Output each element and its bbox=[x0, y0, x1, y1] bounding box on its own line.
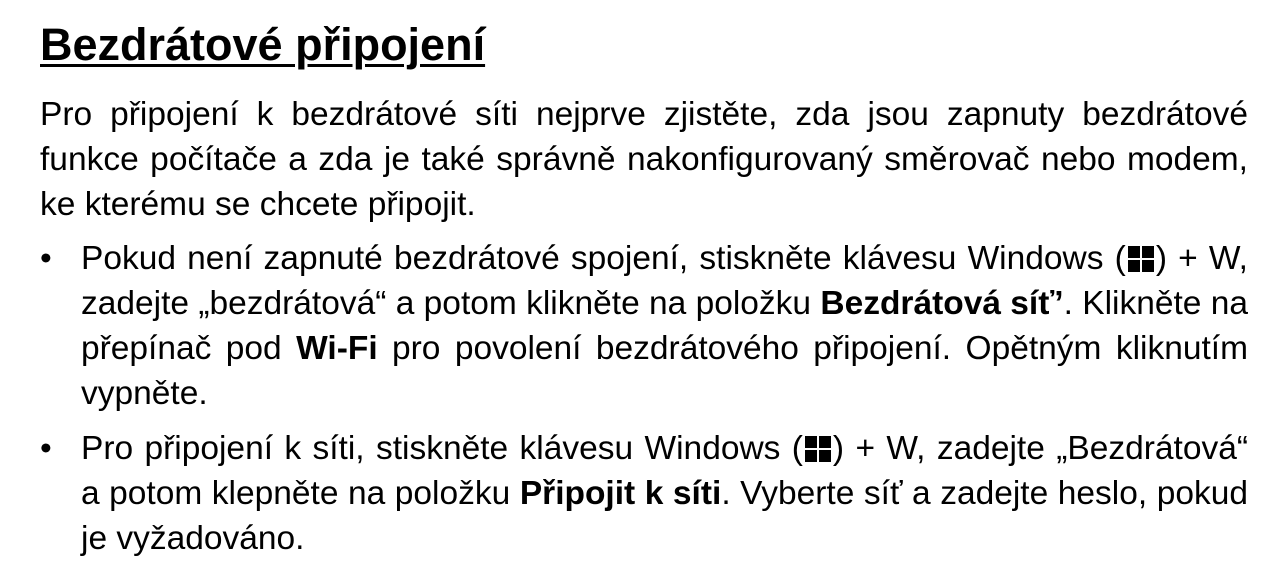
section-title: Bezdrátové připojení bbox=[40, 19, 486, 70]
windows-key-icon bbox=[805, 436, 831, 462]
intro-paragraph: Pro připojení k bezdrátové síti nejprve zjistěte, zda jsou zapnuty bezdrátové funkce počítače a zda je také správně nakonfigurovaný směrovač nebo modem, ke kterému se chcete připojit. bbox=[40, 96, 1248, 223]
bullet-marker: • bbox=[40, 430, 52, 467]
item-text: . Klikněte na přepínač pod bbox=[81, 285, 1248, 367]
item-text: pro povolení bezdrátového připojení. Opětným kliknutím vypněte. bbox=[81, 330, 1248, 412]
list-item-connect-network bbox=[40, 426, 1248, 561]
ui-term-connect-to-network: Připojit k síti bbox=[519, 475, 722, 512]
ui-term-wireless-network: Bezdrátová síť’ bbox=[820, 285, 1064, 322]
windows-key-icon bbox=[1128, 246, 1154, 272]
bullet-marker: • bbox=[40, 240, 52, 277]
item-text: ) + W, zadejte „Bezdrátová“ a potom klepněte na položku bbox=[81, 430, 1248, 512]
list-item-enable-wireless bbox=[40, 236, 1248, 416]
item-text: . Vyberte síť a zadejte heslo, pokud je vyžadováno. bbox=[81, 475, 1248, 557]
instruction-list bbox=[40, 236, 1248, 571]
item-text: Pokud není zapnuté bezdrátové spojení, stiskněte klávesu Windows ( bbox=[81, 240, 1126, 277]
item-text: Pro připojení k síti, stiskněte klávesu Windows ( bbox=[81, 430, 803, 467]
ui-term-wifi: Wi-Fi bbox=[296, 330, 378, 367]
item-text: ) + W, zadejte „bezdrátová“ a potom klikněte na položku bbox=[81, 240, 1248, 322]
